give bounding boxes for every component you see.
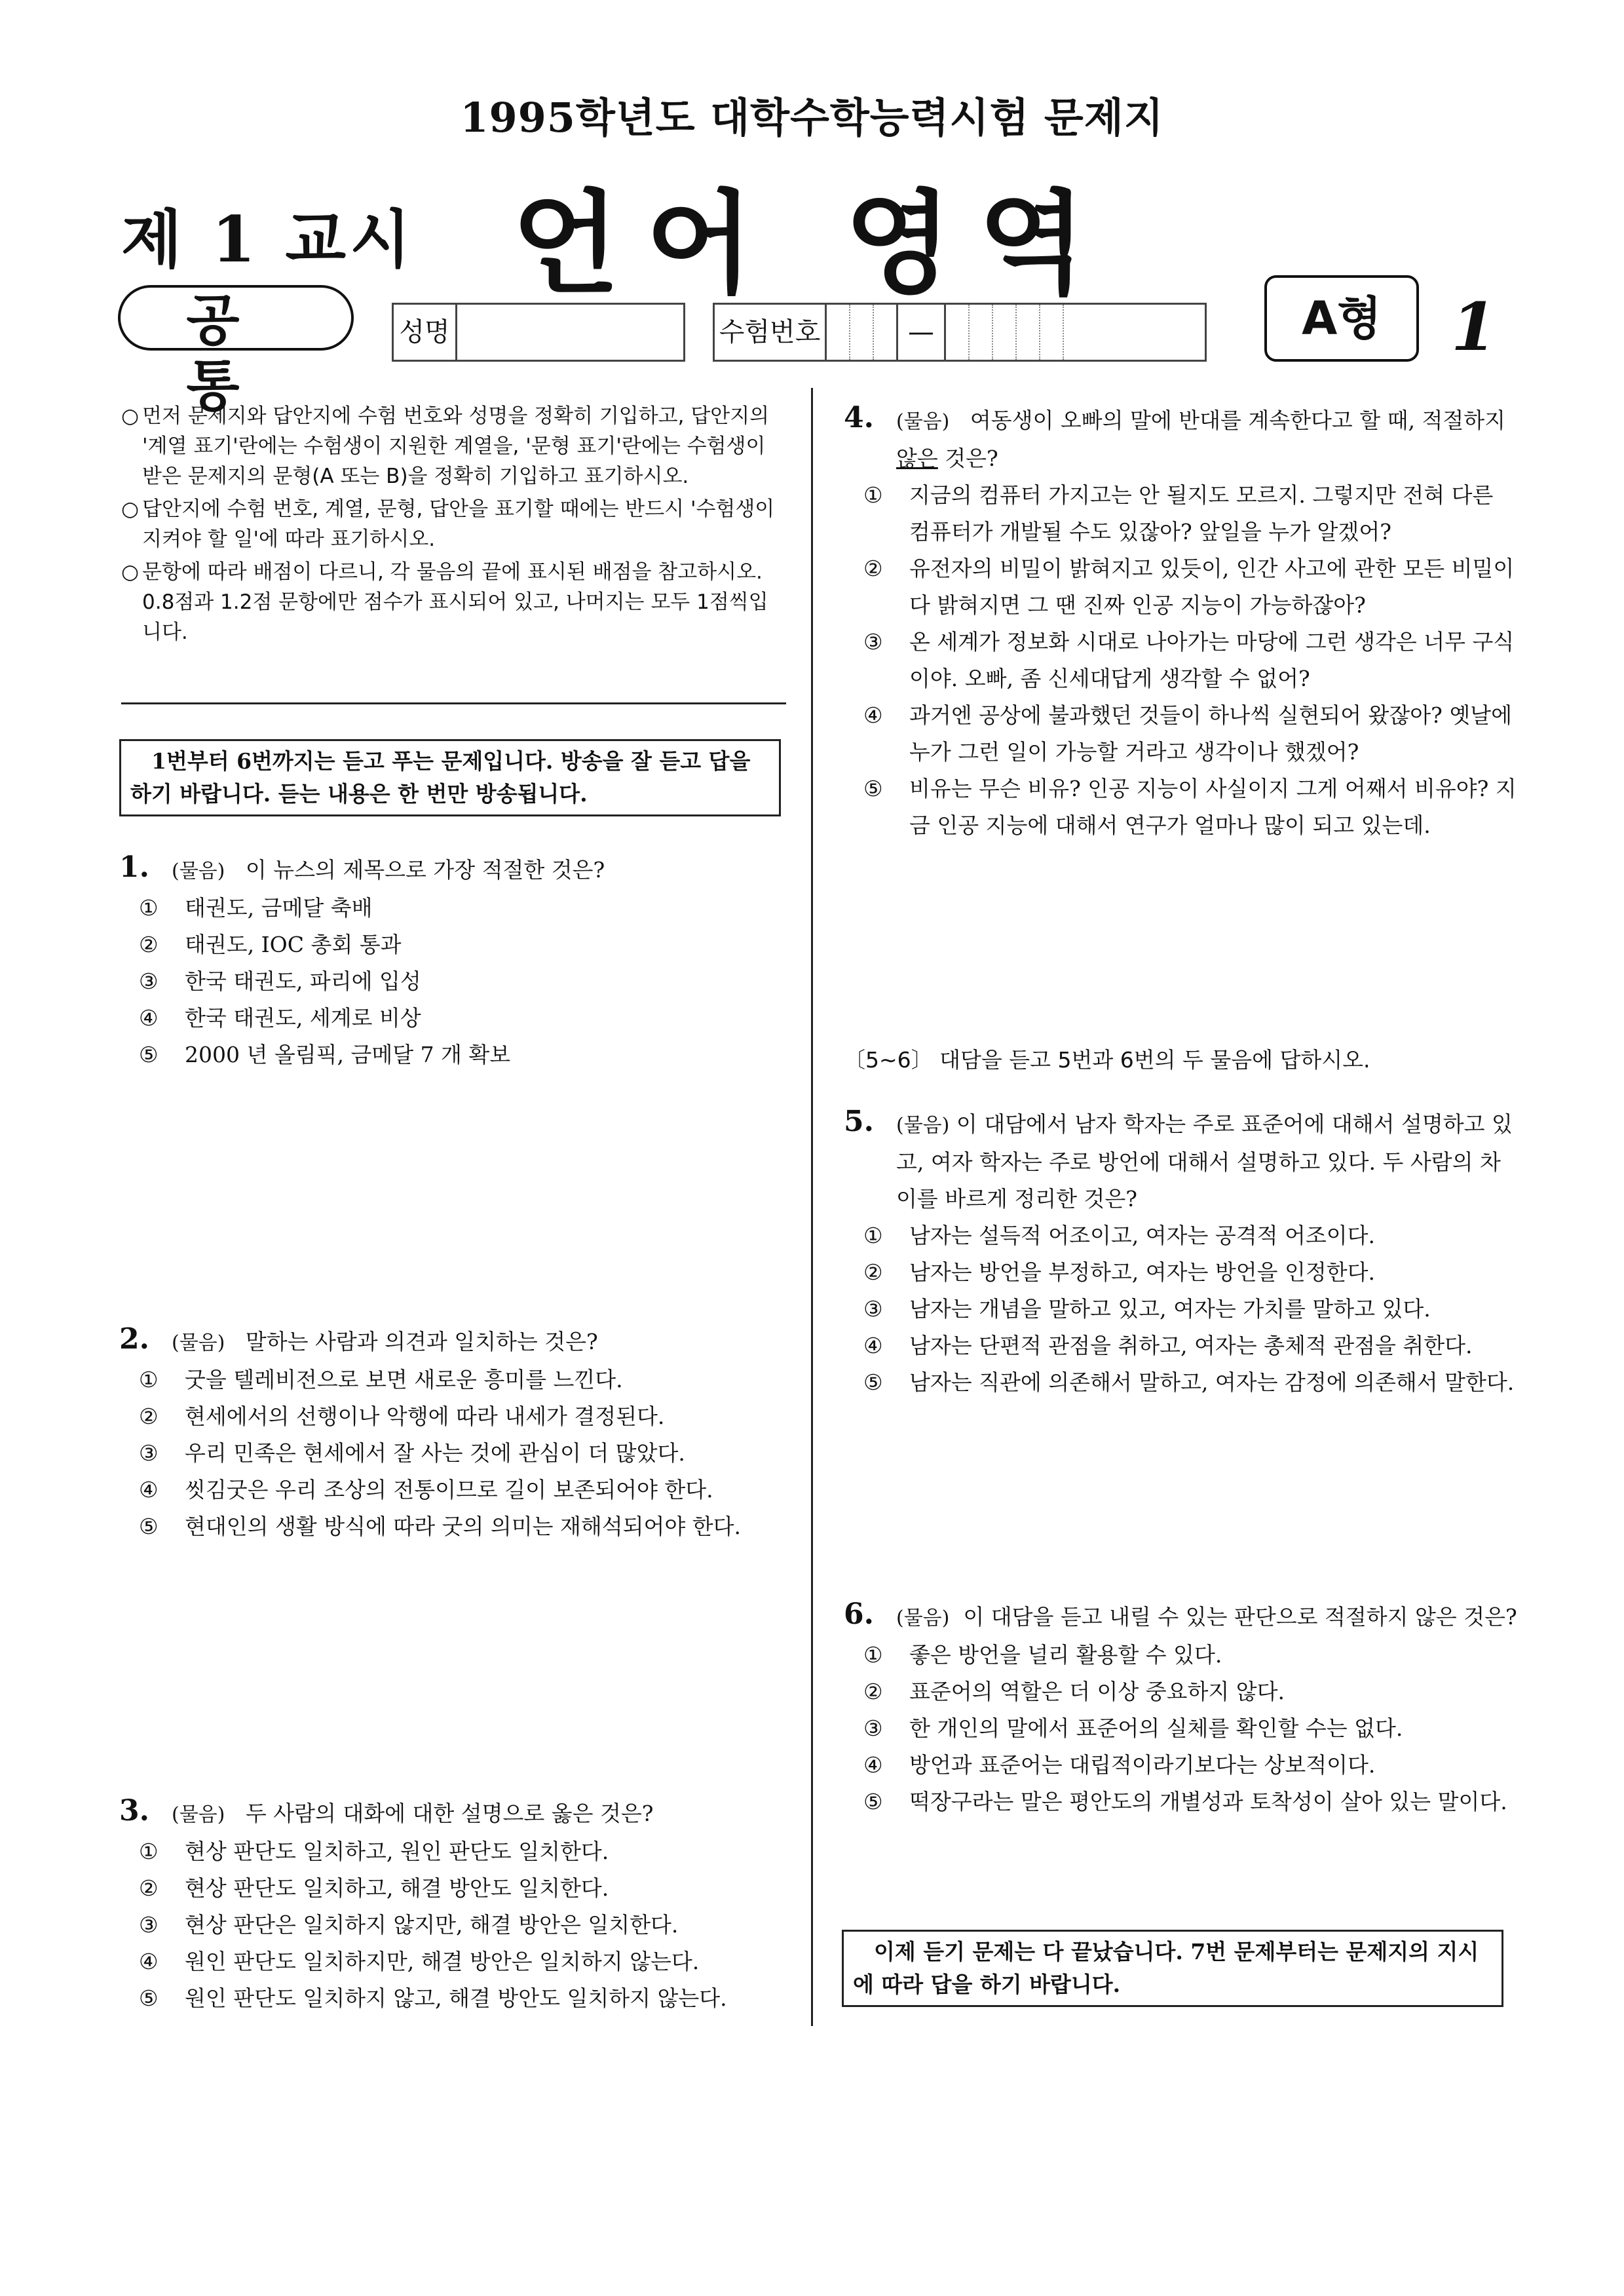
instruction-item: ○ 문항에 따라 배점이 다르니, 각 물음의 끝에 표시된 배점을 참고하시오. 0.8점과 1.2점 문항에만 점수가 표시되어 있고, 나머지는 모두 1점씩입니다. [121, 560, 768, 644]
choice-option[interactable]: ① 태권도, 금메달 축배 [139, 895, 373, 921]
instructions [121, 401, 783, 650]
choice-option[interactable]: ② 태권도, IOC 총회 통과 [139, 932, 402, 957]
question-5: 5. (물음) 이 대담에서 남자 학자는 주로 표준어에 대해서 설명하고 있고, 여자 학자는 주로 방언에 대해서 설명하고 있다. 두 사람의 차이를 바르게 정리한 것은? ① 남자는 설득적 어조이고, 여자는 공격적 어조이다. ② 남자는 방언을 부정하고, 여자는 방언을 인정한다. ③ 남자는 개념을 말하고 있고, 여자는 가치를 말하고 있다. ④ 남자는 단편적 관점을 취하고, 여자는 총체적 관점을 취한다. ⑤ 남자는 직관에 의존해서 말하고, 여자는 감정에 의존해서 말한다. [844, 1106, 1519, 1401]
choice-option[interactable]: ① 좋은 방언을 널리 활용할 수 있다. [863, 1642, 1222, 1668]
listening-end-notice: 이제 듣기 문제는 다 끝났습니다. 7번 문제부터는 문제지의 지시에 따라 답을 하기 바랍니다. [842, 1930, 1503, 2007]
negation-underline: 않은 [896, 446, 938, 471]
exam-number-cell[interactable] [827, 305, 850, 360]
choice-option[interactable]: ③ 현상 판단은 일치하지 않지만, 해결 방안은 일치한다. [139, 1912, 679, 1938]
choice-option[interactable]: ② 현세에서의 선행이나 악행에 따라 내세가 결정된다. [139, 1404, 665, 1429]
choice-option[interactable]: ② 유전자의 비밀이 밝혀지고 있듯이, 인간 사고에 관한 모든 비밀이 다 밝혀지면 그 땐 진짜 인공 지능이 가능하잖아? [863, 556, 1515, 618]
page-number: 1 [1451, 288, 1497, 366]
exam-number-cell[interactable] [993, 305, 1017, 360]
question-6: 6. (물음) 이 대담을 듣고 내릴 수 있는 판단으로 적절하지 않은 것은? ① 좋은 방언을 널리 활용할 수 있다. ② 표준어의 역할은 더 이상 중요하지 않다. ③ 한 개인의 말에서 표준어의 실체를 확인할 수는 없다. ④ 방언과 표준어는 대립적이라기보다는 상보적이다. ⑤ 떡장구라는 말은 평안도의 개별성과 토착성이 살아 있는 말이다. [844, 1599, 1519, 1820]
exam-number-cell[interactable] [850, 305, 874, 360]
choice-option[interactable]: ⑤ 떡장구라는 말은 평안도의 개별성과 토착성이 살아 있는 말이다. [863, 1789, 1507, 1814]
exam-number-cell[interactable] [946, 305, 970, 360]
choice-option[interactable]: ② 남자는 방언을 부정하고, 여자는 방언을 인정한다. [863, 1259, 1375, 1285]
listening-notice: 1번부터 6번까지는 듣고 푸는 문제입니다. 방송을 잘 듣고 답을 하기 바랍니다. 듣는 내용은 한 번만 방송됩니다. [119, 739, 781, 816]
choice-option[interactable]: ① 굿을 텔레비전으로 보면 새로운 흥미를 느낀다. [139, 1367, 623, 1392]
instruction-item: ○ 먼저 문제지와 답안지에 수험 번호와 성명을 정확히 기입하고, 답안지의 '계열 표기'란에는 수험생이 지원한 계열을, '문형 표기'란에는 수험생이 받은 문제지의 문형(A 또는 B)을 정확히 기입하고 표기하시오. [121, 404, 770, 488]
name-entry[interactable] [457, 305, 683, 360]
choice-option[interactable]: ⑤ 현대인의 생활 방식에 따라 굿의 의미는 재해석되어야 한다. [139, 1514, 741, 1539]
exam-type-badge: A형 [1264, 275, 1419, 362]
exam-number-cell[interactable] [874, 305, 898, 360]
choice-option[interactable]: ④ 방언과 표준어는 대립적이라기보다는 상보적이다. [863, 1752, 1376, 1778]
choice-option[interactable]: ③ 한국 태권도, 파리에 입성 [139, 968, 421, 994]
choice-option[interactable]: ③ 우리 민족은 현세에서 잘 사는 것에 관심이 더 많았다. [139, 1440, 685, 1466]
common-badge: 공 통 [118, 285, 354, 351]
choice-option[interactable]: ⑤ 원인 판단도 일치하지 않고, 해결 방안도 일치하지 않는다. [139, 1985, 727, 2011]
choice-option[interactable]: ④ 과거엔 공상에 불과했던 것들이 하나씩 실현되어 왔잖아? 옛날에 누가 그런 일이 가능할 거라고 생각이나 했겠어? [863, 702, 1512, 765]
name-label: 성명 [394, 305, 457, 360]
subject-title: 언어 영역 [512, 178, 1112, 309]
exam-title: 1995학년도 대학수학능력시험 문제지 [460, 94, 1164, 142]
choice-option[interactable]: ⑤ 비유는 무슨 비유? 인공 지능이 사실이지 그게 어째서 비유야? 지금 인공 지능에 대해서 연구가 얼마나 많이 되고 있는데. [863, 776, 1517, 838]
choice-option[interactable]: ③ 온 세계가 정보화 시대로 나아가는 마당에 그런 생각은 너무 구식이야. 오빠, 좀 신세대답게 생각할 수 없어? [863, 629, 1515, 691]
exam-number-label: 수험번호 [715, 305, 827, 360]
exam-number-cell[interactable] [1040, 305, 1064, 360]
period-label: 제 1 교시 [121, 202, 415, 277]
choice-option[interactable]: ④ 씻김굿은 우리 조상의 전통이므로 길이 보존되어야 한다. [139, 1477, 713, 1502]
choice-option[interactable]: ④ 원인 판단도 일치하지만, 해결 방안은 일치하지 않는다. [139, 1949, 700, 1974]
exam-number-cell[interactable] [1017, 305, 1040, 360]
choice-option[interactable]: ③ 남자는 개념을 말하고 있고, 여자는 가치를 말하고 있다. [863, 1296, 1431, 1322]
name-field[interactable] [392, 303, 685, 362]
exam-number-dash: — [898, 305, 946, 360]
choice-option[interactable]: ① 현상 판단도 일치하고, 원인 판단도 일치한다. [139, 1839, 609, 1864]
choice-option[interactable]: ③ 한 개인의 말에서 표준어의 실체를 확인할 수는 없다. [863, 1715, 1403, 1741]
question-1: 1. (물음) 이 뉴스의 제목으로 가장 적절한 것은? ① 태권도, 금메달 축배 ② 태권도, IOC 총회 통과 ③ 한국 태권도, 파리에 입성 ④ 한국 태권도, 세계로 비상 ⑤ 2000 년 올림픽, 금메달 7 개 확보 [119, 852, 794, 1073]
choice-option[interactable]: ② 표준어의 역할은 더 이상 중요하지 않다. [863, 1679, 1285, 1704]
group-instruction: 〔5∼6〕 대담을 듣고 5번과 6번의 두 물음에 답하시오. [844, 1047, 1370, 1073]
exam-number-cell[interactable] [970, 305, 993, 360]
question-4: 4. (물음) 여동생이 오빠의 말에 반대를 계속한다고 할 때, 적절하지 않은 것은? ① 지금의 컴퓨터 가지고는 안 될지도 모르지. 그렇지만 전혀 다른 컴퓨터가 개발될 수도 있잖아? 앞일을 누가 알겠어? ② 유전자의 비밀이 밝혀지고 있듯이, 인간 사고에 관한 모든 비밀이 다 밝혀지면 그 땐 진짜 인공 지능이 가능하잖아? ③ 온 세계가 정보화 시대로 나아가는 마당에 그런 생각은 너무 구식이야. 오빠, 좀 신세대답게 생각할 수 없어? ④ 과거엔 공상에 불과했던 것들이 하나씩 실현되어 왔잖아? 옛날에 누가 그런 일이 가능할 거라고 생각이나 했겠어? ⑤ 비유는 무슨 비유? 인공 지능이 사실이지 그게 어째서 비유야? 지금 인공 지능에 대해서 연구가 얼마나 많이 되고 있는데. [844, 402, 1519, 844]
choice-option[interactable]: ① 남자는 설득적 어조이고, 여자는 공격적 어조이다. [863, 1223, 1375, 1248]
choice-option[interactable]: ④ 남자는 단편적 관점을 취하고, 여자는 총체적 관점을 취한다. [863, 1333, 1473, 1358]
choice-option[interactable]: ② 현상 판단도 일치하고, 해결 방안도 일치한다. [139, 1875, 609, 1901]
instructions-rule [121, 702, 786, 704]
choice-option[interactable]: ① 지금의 컴퓨터 가지고는 안 될지도 모르지. 그렇지만 전혀 다른 컴퓨터가 개발될 수도 있잖아? 앞일을 누가 알겠어? [863, 482, 1494, 545]
column-divider [811, 388, 813, 2026]
exam-number-cell[interactable] [1064, 305, 1205, 360]
question-3: 3. (물음) 두 사람의 대화에 대한 설명으로 옳은 것은? ① 현상 판단도 일치하고, 원인 판단도 일치한다. ② 현상 판단도 일치하고, 해결 방안도 일치한다. ③ 현상 판단은 일치하지 않지만, 해결 방안은 일치한다. ④ 원인 판단도 일치하지만, 해결 방안은 일치하지 않는다. ⑤ 원인 판단도 일치하지 않고, 해결 방안도 일치하지 않는다. [119, 1795, 794, 2017]
choice-option[interactable]: ⑤ 남자는 직관에 의존해서 말하고, 여자는 감정에 의존해서 말한다. [863, 1369, 1515, 1395]
exam-number-field[interactable] [713, 303, 1207, 362]
choice-option[interactable]: ⑤ 2000 년 올림픽, 금메달 7 개 확보 [139, 1042, 511, 1067]
instruction-item: ○ 답안지에 수험 번호, 계열, 문형, 답안을 표기할 때에는 반드시 '수험생이 지켜야 할 일'에 따라 표기하시오. [121, 497, 775, 551]
choice-option[interactable]: ④ 한국 태권도, 세계로 비상 [139, 1005, 421, 1031]
question-2: 2. (물음) 말하는 사람과 의견과 일치하는 것은? ① 굿을 텔레비전으로 보면 새로운 흥미를 느낀다. ② 현세에서의 선행이나 악행에 따라 내세가 결정된다. ③ 우리 민족은 현세에서 잘 사는 것에 관심이 더 많았다. ④ 씻김굿은 우리 조상의 전통이므로 길이 보존되어야 한다. ⑤ 현대인의 생활 방식에 따라 굿의 의미는 재해석되어야 한다. [119, 1324, 794, 1545]
